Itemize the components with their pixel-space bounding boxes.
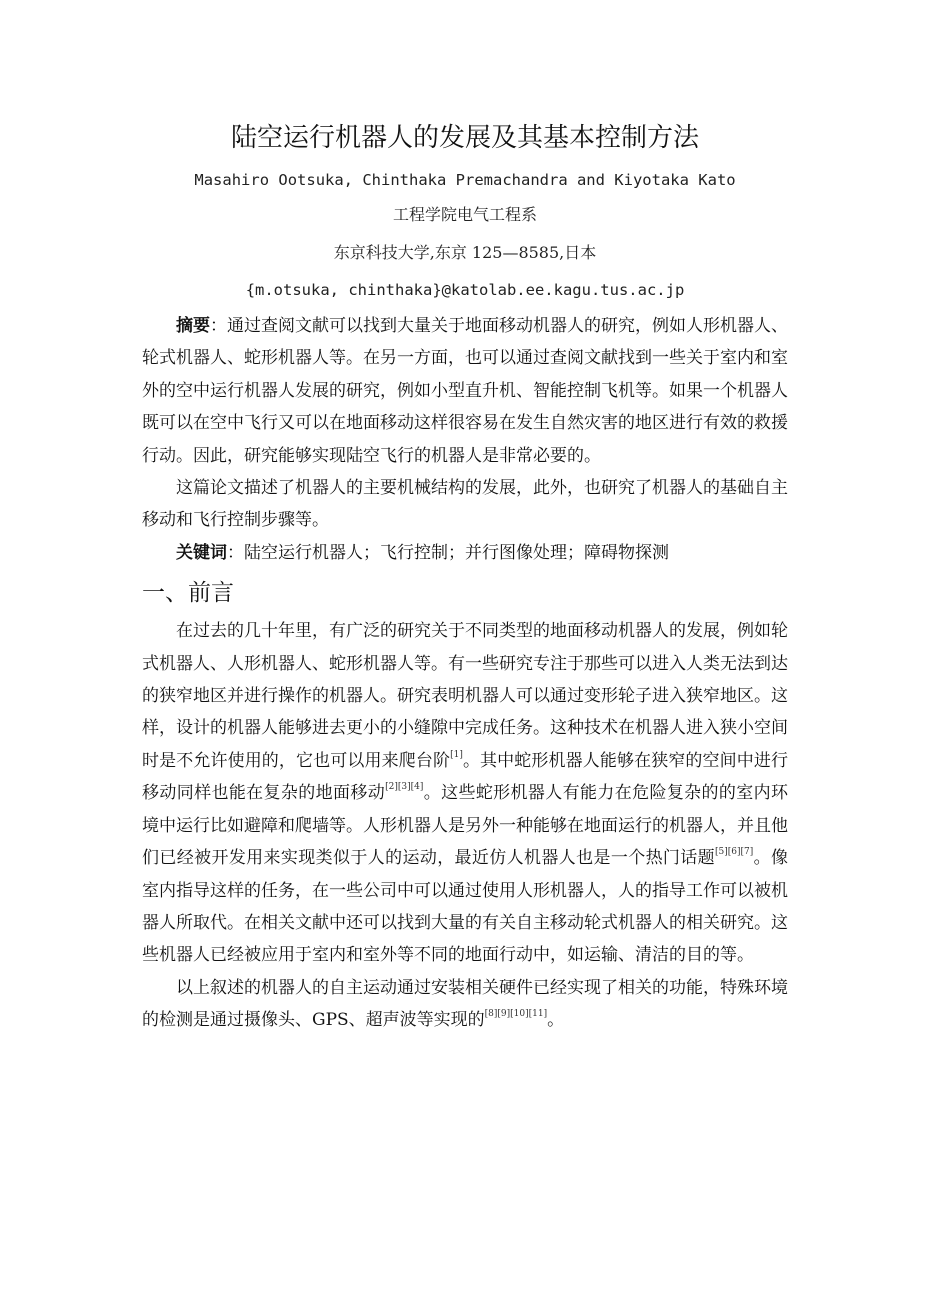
keywords-text: 陆空运行机器人；飞行控制；并行图像处理；障碍物探测 [244,542,669,563]
intro-text: 。这些蛇形机器人有能力在危险复杂的的室内环境中运行比如避障和爬墙等。人形机器人是另外一种能够在地面运行的机器人，并且他们已经被开发用来实现类似于人的运动，最近仿人机器人也是一个热门话题 [142,783,789,869]
intro-text: 。 [547,1010,565,1031]
abstract-text: 通过查阅文献可以找到大量关于地面移动机器人的研究，例如人形机器人、轮式机器人、蛇形机器人等。在另一方面，也可以通过查阅文献找到一些关于室内和室外的空中运行机器人发展的研究，例如小型直升机、智能控制飞机等。如果一个机器人既可以在空中飞行又可以在地面移动这样很容易在发生自然灾害的地区进行有效的救援行动。因此，研究能够实现陆空飞行的机器人是非常必要的。 [142,316,788,466]
citation: [2][3][4] [385,782,424,793]
intro-text: 。其中蛇形机器人能够在狭窄的空间中进行移动同样也能在复杂的地面移动 [142,750,789,804]
author-email: {m.otsuka, chinthaka}@katolab.ee.kagu.tus.ac.jp [245,281,685,299]
citation: [8][9][10][11] [484,1009,548,1020]
citation: [1] [450,749,463,760]
intro-text: 。像室内指导这样的任务，在一些公司中可以通过使用人形机器人，人的指导工作可以被机器人所取代。在相关文献中还可以找到大量的有关自主移动轮式机器人的相关研究。这些机器人已经被应用于室内和室外等不同的地面行动中，如运输、清洁的目的等。 [142,848,789,966]
abstract-paragraph-2: 这篇论文描述了机器人的主要机械结构的发展，此外，也研究了机器人的基础自主移动和飞行控制步骤等。 [142,478,788,531]
keywords-separator: ： [227,542,244,563]
paper-body [142,310,788,1037]
keywords-label: 关键词 [176,542,227,563]
abstract-separator: ： [210,316,227,336]
author-list: Masahiro Ootsuka, Chinthaka Premachandra and Kiyotaka Kato [194,171,736,189]
department: 工程学院电气工程系 [392,205,537,224]
section-heading-introduction: 一、前言 [142,580,234,607]
intro-paragraph-2 [142,972,788,1037]
intro-text: 以上叙述的机器人的自主运动通过安装相关硬件已经实现了相关的功能，特殊环境的检测是通过摄像头、GPS、超声波等实现的 [142,977,788,1031]
keywords-paragraph [142,537,788,569]
citation: [5][6][7] [715,847,754,858]
intro-text: 在过去的几十年里，有广泛的研究关于不同类型的地面移动机器人的发展，例如轮式机器人、人形机器人、蛇形机器人等。有一些研究专注于那些可以进入人类无法到达的狭窄地区并进行操作的机器人。研究表明机器人可以通过变形轮子进入狭窄地区。这样，设计的机器人能够进去更小的小缝隙中完成任务。这种技术在机器人进入狭小空间时是不允许使用的，它也可以用来爬台阶 [142,621,788,771]
intro-paragraph-1 [142,615,788,971]
abstract-label: 摘要 [176,316,210,336]
affiliation: 东京科技大学,东京 125—8585,日本 [333,243,597,262]
abstract-paragraph [142,310,788,472]
paper-title: 陆空运行机器人的发展及其基本控制方法 [230,123,699,153]
